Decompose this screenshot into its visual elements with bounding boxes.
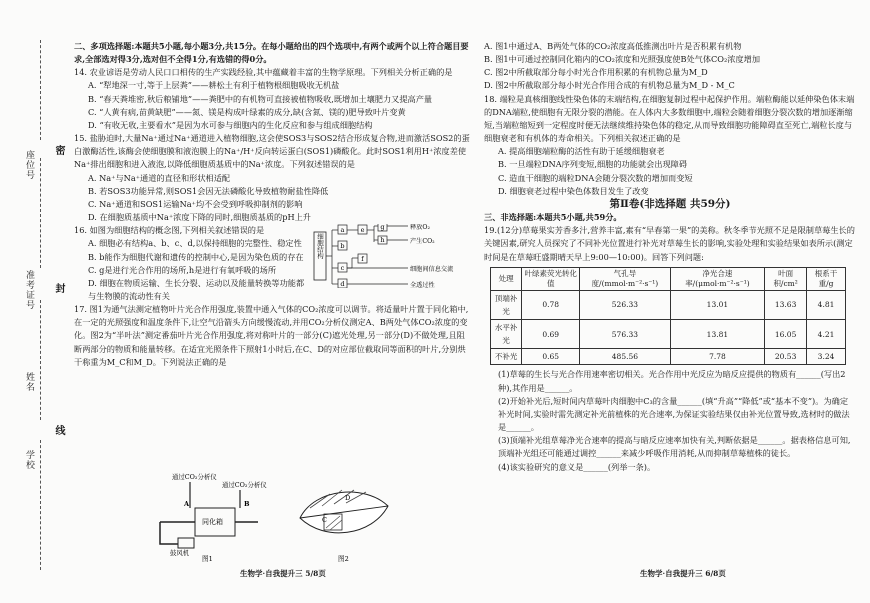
q18-option-b: B. 一旦端粒DNA序列变短,细胞的功能就会出现障碍 [498, 159, 688, 170]
q16-option-c: C. g是进行光合作用的场所,h是进行有氧呼吸的场所 [88, 264, 277, 275]
fig1-point-a: A [184, 500, 190, 508]
out-release-o2: 释放O₂ [410, 224, 430, 232]
table-header-cell: 根系干重/g [807, 267, 846, 290]
margin-cut-line [40, 440, 41, 570]
q16-option-b: B. b能作为细胞代谢和遗传的控制中心,是因为染色质的存在 [88, 251, 304, 262]
fig1-analyzer-a-label: 通过CO₂分析仪 [172, 473, 217, 481]
q15-option-b: B. 若SOS3功能异常,则SOS1会因无法磷酸化导致植物耐盐性降低 [88, 185, 329, 196]
concept-root-label: 细胞结构 [316, 233, 324, 260]
table-cell: 4.21 [807, 319, 846, 348]
node-c: c [340, 264, 345, 273]
table-cell: 0.69 [522, 319, 580, 348]
q14-option-c: C. “人黄有病,苗黄缺肥”——氮、镁是构成叶绿素的成分,缺(含氮、镁的)肥导致叶片变黄 [88, 106, 406, 117]
table-cell: 485.56 [580, 349, 670, 365]
table-cell: 20.53 [765, 349, 807, 365]
margin-label-exam-no: 准考证号 [24, 270, 34, 310]
q14-option-b: B. “春天粪堆密,秋后粮铺地”——粪肥中的有机物可直接被植物吸收,既增加土壤肥力又提高产量 [88, 93, 433, 104]
table-cell: 13.01 [670, 290, 765, 319]
q15-option-d: D. 在细胞质基质中Na⁺浓度下降的同时,细胞质基质的pH上升 [88, 212, 311, 223]
table-cell: 13.63 [765, 290, 807, 319]
figure-17-svg [150, 470, 410, 562]
table-cell: 水平补光 [491, 319, 522, 348]
table-header-row [491, 267, 846, 290]
table-cell: 3.24 [807, 349, 846, 365]
q15-stem: 15. 盐胁迫时,大量Na⁺通过Na⁺通道进入植物细胞,这会使SOS3与SOS2结合形成复合物,进而激活SOS2的蛋白激酶活性,该酶会使细胞膜和液泡膜上的Na⁺/H⁺反向转运蛋白(SOS1)磷酸化。此时SOS1利用H⁺浓度差使Na⁺排出细胞和进入液泡,以降低细胞质基质中的Na⁺浓度。下列叙述错误的是 [74, 133, 470, 170]
fig1-caption: 图1 [202, 555, 213, 562]
figure-17 [150, 470, 410, 562]
part-2-title: 第Ⅱ卷(非选择题 共59分) [609, 197, 731, 210]
q19-stem: 19.(12分)草莓果实芳香多汁,营养丰富,素有“早春第一果”的美称。秋冬季节光照不足是限制草莓生长的关键因素,研究人员探究了不同补光位置进行补光对草莓生长的影响,实验处理和实验结果如表所示(测定时间是在草莓旺盛期晴天早上9:00—10:00)。回答下列问题: [484, 225, 855, 262]
q14-option-d: D. “有收无收,主要看水”是因为水可参与细胞内的生化反应和参与组成细胞结构 [88, 119, 373, 130]
q19-part-2: (2)开始补光后,短时间内草莓叶肉细胞中C₃的含量______(填“升高”“降低”或“基本不变”)。为确定补光时间,实验时需先测定补光前植株的光合速率,为保证实验结果仅由补光位置导致,选材时的做法是______。 [498, 395, 850, 433]
table-header-cell: 叶绿素荧光转化值 [522, 267, 580, 290]
table-row [491, 319, 846, 348]
table-cell: 526.33 [580, 290, 670, 319]
figure-16-concept-map [312, 224, 472, 288]
table-cell: 0.65 [522, 349, 580, 365]
q16-option-d: D. 细胞在物质运输、生长分裂、运动以及能量转换等功能都与生物膜的流动性有关 [88, 277, 305, 301]
node-d: d [340, 280, 345, 289]
page-5-footer: 生物学·自我提升三 5/8页 [240, 569, 326, 578]
out-full-permeability: 全透过性 [410, 282, 435, 289]
q18-option-a: A. 提高细胞端粒酶的活性有助于延缓细胞衰老 [498, 146, 665, 157]
table-cell: 顶端补光 [491, 290, 522, 319]
q18-option-c: C. 造血干细胞的端粒DNA会随分裂次数的增加而变短 [498, 172, 693, 183]
table-cell: 13.81 [670, 319, 765, 348]
binding-margin [0, 0, 70, 603]
q15-option-a: A. Na⁺与Na⁺通道的直径和形状相适配 [88, 172, 231, 183]
fig1-point-b: B [244, 500, 250, 508]
table-header-cell: 处理 [491, 267, 522, 290]
q19-part-4: (4)该实验研究的意义是______(列举一条)。 [498, 461, 656, 472]
margin-label-name: 姓名 [24, 372, 34, 392]
table-cell: 16.05 [765, 319, 807, 348]
node-g: g [380, 224, 385, 232]
table-row [491, 290, 846, 319]
q19-data-table [490, 267, 846, 366]
q18-option-d: D. 细胞衰老过程中染色体数目发生了改变 [498, 185, 649, 196]
q17-option-b: B. 图1中可通过控制同化箱内的CO₂浓度和光照强度使B处气体CO₂浓度增加 [484, 54, 761, 65]
table-row [491, 349, 846, 365]
q14-stem: 14. 农业谚语是劳动人民口口相传的生产实践经验,其中蕴藏着丰富的生物学原理。下列相关分析正确的是 [74, 67, 453, 78]
node-a: a [340, 226, 345, 235]
q15-option-c: C. Na⁺通道和SOS1运输Na⁺均不会受到呼吸抑制剂的影响 [88, 198, 303, 209]
table-header-cell: 气孔导度/(mmol·m⁻²·s⁻¹) [580, 267, 670, 290]
fig1-analyzer-b-label: 通过CO₂分析仪 [222, 481, 267, 489]
section-3-title: 三、非选择题:本题共5小题,共59分。 [484, 212, 622, 223]
q19-part-1: (1)草莓的生长与光合作用速率密切相关。光合作用中光反应为暗反应提供的物质有______(写出2种),其作用是______。 [498, 369, 846, 393]
q17-option-d: D. 图2中所截取部分每小时光合作用合成的有机物总量为M_D - M_C [484, 80, 735, 91]
q14-option-a: A. “犁地深一寸,等于上层粪”——耕松土有利于植物根细胞吸收无机盐 [88, 80, 340, 91]
out-produce-co2: 产生CO₂ [410, 238, 435, 246]
node-h: h [380, 236, 385, 245]
page-5-column [74, 40, 472, 369]
q16-option-a: A. 细胞必有结构a、b、c、d,以保持细胞的完整性、稳定性 [88, 238, 302, 249]
table-cell: 0.78 [522, 290, 580, 319]
node-e: e [360, 226, 365, 235]
concept-map-svg [312, 224, 472, 288]
page-6-column [484, 40, 856, 474]
margin-cut-line [40, 40, 41, 140]
fig2-part-d: D [345, 494, 351, 502]
fig1-chamber-label: 同化箱 [202, 518, 223, 526]
page-6-footer: 生物学·自我提升三 6/8页 [640, 569, 726, 578]
out-cell-communication: 细胞间信息交流 [410, 266, 454, 274]
fig2-part-c: C [322, 516, 327, 524]
table-cell: 576.33 [580, 319, 670, 348]
margin-label-school: 学校 [24, 450, 34, 470]
q18-stem: 18. 端粒是真核细胞线性染色体的末端结构,在细胞复制过程中起保护作用。端粒酶能以延伸染色体末端的DNA端粒,使细胞有无限分裂的潜能。在人体内大多数细胞中,端粒会随着细胞分裂次数的增加逐渐缩短,当端粒缩短到一定程度时便无法继续维持染色体的稳定,从而导致细胞功能障碍直至死亡,端粒长度与细胞衰老和有机体的寿命相关。下列相关叙述正确的是 [484, 93, 855, 144]
table-cell: 7.78 [670, 349, 765, 365]
section-2-title: 二、多项选择题:本题共5小题,每小题3分,共15分。在每小题给出的四个选项中,有两个或两个以上符合题目要求,全部选对得3分,选对但不全得1分,有选错的得0分。 [74, 41, 469, 65]
margin-seal-char: 封 [53, 283, 64, 293]
node-b: b [340, 242, 345, 251]
node-f: f [361, 255, 364, 264]
margin-label-seat: 座位号 [24, 150, 34, 180]
q16-stem: 16. 如图为细胞结构的概念图,下列相关叙述错误的是 [74, 225, 265, 236]
q17-option-a: A. 图1中通过A、B两处气体的CO₂浓度高低推测出叶片是否积累有机物 [484, 41, 742, 51]
margin-seal-char: 线 [53, 425, 64, 435]
table-header-cell: 叶面积/cm² [765, 267, 807, 290]
table-header-cell: 净光合速率/(μmol·m⁻²·s⁻¹) [670, 267, 765, 290]
fig1-blower-label: 鼓风机 [170, 549, 190, 557]
margin-cut-line [40, 300, 41, 420]
q17-option-c: C. 图2中所截取部分每小时光合作用积累的有机物总量为M_D [484, 67, 708, 78]
table-cell: 4.81 [807, 290, 846, 319]
table-cell: 不补光 [491, 349, 522, 365]
margin-seal-char: 密 [53, 145, 64, 155]
q17-stem: 17. 图1为通气法测定植物叶片光合作用强度,装置中通入气体的CO₂浓度可以调节。将适量叶片置于同化箱中,在一定的光照强度和温度条件下,让空气沿箭头方向缓慢流动,并用CO₂分析仪测定A、B两处气体CO₂浓度的变化。图2为“半叶法”测定番茄叶片光合作用强度,将对称叶片的一部分(C)遮光处理,另一部分(D)不做处理,且阻断两部分的物质和能量转移。在适宜光照条件下照射1小时后,在C、D的对应部位截取同等面积的叶片,分别烘干称重为M_C和M_D。下列说法正确的是 [74, 304, 469, 367]
fig2-caption: 图2 [338, 555, 349, 562]
q19-part-3: (3)顶端补光组草莓净光合速率的提高与暗反应速率加快有关,判断依据是______。据表格信息可知,顶端补光组还可能通过调控______来减少呼吸作用消耗,从而抑制草莓植株的徒长。 [498, 435, 851, 459]
margin-cut-line [40, 158, 41, 268]
